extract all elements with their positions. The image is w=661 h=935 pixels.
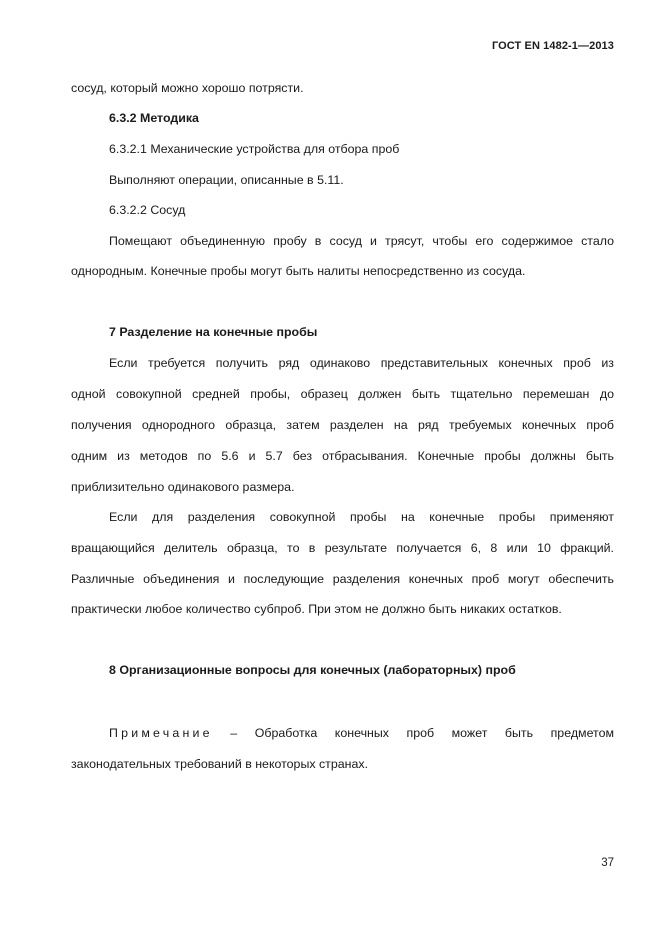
text-line: Выполняют операции, описанные в 5.11. [109, 173, 344, 187]
subsection-heading-6-3-2-1: 6.3.2.1 Механические устройства для отбора проб [109, 142, 400, 156]
note-line: законодательных требований в некоторых странах. [71, 757, 369, 771]
standard-header: ГОСТ EN 1482-1—2013 [491, 40, 614, 52]
text-line: получения однородного образца, затем разделен на ряд требуемых конечных проб [71, 418, 614, 432]
note-text: Обработка конечных проб может быть предметом [254, 726, 614, 740]
text-line: Различные объединения и последующие разделения конечных проб могут обеспечить [71, 572, 614, 586]
section-heading-6-3-2: 6.3.2 Методика [109, 111, 199, 125]
section-heading-8: 8 Организационные вопросы для конечных (лабораторных) проб [109, 663, 516, 677]
text-line: однородным. Конечные пробы могут быть налиты непосредственно из сосуда. [71, 264, 526, 278]
text-line: Если для разделения совокупной пробы на конечные пробы применяют [109, 510, 614, 524]
note-dash: – [230, 726, 238, 740]
note-label: Примечание [109, 726, 213, 740]
note-line [109, 725, 614, 741]
text-line: сосуд, который можно хорошо потрясти. [71, 81, 304, 95]
page-number: 37 [601, 857, 614, 869]
text-line: одной совокупной средней пробы, образец должен быть тщательно перемешан до [71, 387, 614, 401]
text-line: вращающийся делитель образца, то в результате получается 6, 8 или 10 фракций. [71, 541, 614, 555]
text-line: практически любое количество субпроб. При этом не должно быть никаких остатков. [71, 602, 562, 616]
text-line: Если требуется получить ряд одинаково представительных конечных проб из [109, 356, 614, 370]
text-line: одним из методов по 5.6 и 5.7 без отбрасывания. Конечные пробы должны быть [71, 449, 614, 463]
section-heading-7: 7 Разделение на конечные пробы [109, 325, 318, 339]
subsection-heading-6-3-2-2: 6.3.2.2 Сосуд [109, 203, 186, 217]
text-line: Помещают объединенную пробу в сосуд и трясут, чтобы его содержимое стало [109, 234, 614, 248]
text-line: приблизительно одинакового размера. [71, 480, 295, 494]
